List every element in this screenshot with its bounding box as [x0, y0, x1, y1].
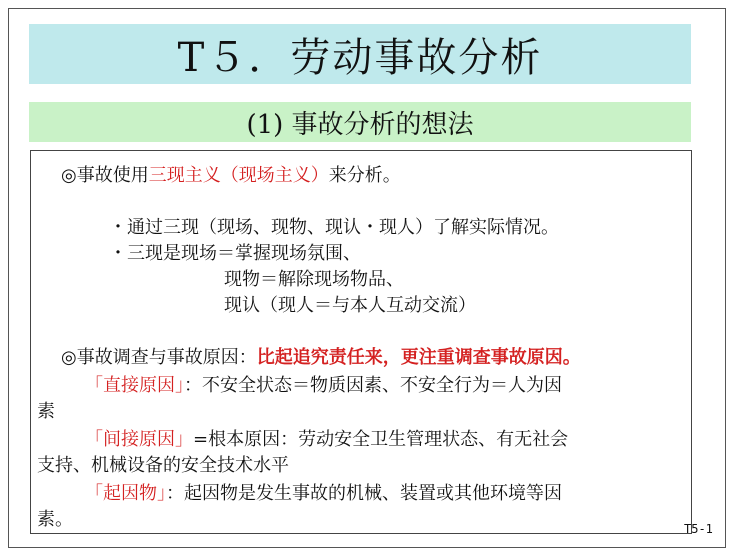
section2-heading: [61, 343, 581, 369]
slide-subtitle: (1) 事故分析的想法: [29, 102, 691, 142]
section2-item2-cont: 支持、机械设备的安全技术水平: [37, 455, 289, 476]
item2-text: =根本原因：劳动安全卫生管理状态、有无社会: [193, 429, 569, 450]
section1-bullet1: ・通过三现（现场、现物、现认・现人）了解实际情况。: [109, 217, 559, 238]
section2-item1: [85, 371, 562, 397]
item2-label: 「间接原因」: [85, 429, 193, 450]
section2-item1-cont: 素: [37, 401, 55, 422]
item3-label: 「起因物」: [85, 483, 166, 504]
content-box: [30, 150, 692, 534]
section2-prefix: ◎事故调查与事故原因：: [61, 347, 257, 368]
section2-item3: [85, 479, 562, 505]
section1-bullet2-line3: 现认（现人＝与本人互动交流）: [224, 295, 476, 316]
item3-text: ：起因物是发生事故的机械、装置或其他环境等因: [166, 483, 562, 504]
section2-item2: [85, 425, 568, 451]
page-number: T5-1: [684, 522, 713, 536]
section2-item3-cont: 素。: [37, 509, 73, 530]
section1-suffix: 来分析。: [328, 165, 401, 186]
slide-title: T５．劳动事故分析: [29, 24, 691, 84]
section1-bullet2: ・三现是现场＝掌握现场氛围、: [109, 243, 361, 264]
section1-highlight: 三现主义（现场主义）: [148, 165, 329, 186]
section1-heading: [61, 161, 401, 187]
section2-highlight: 比起追究责任来，更注重调查事故原因。: [256, 347, 581, 368]
section1-prefix: ◎事故使用: [61, 165, 149, 186]
item1-label: 「直接原因」: [85, 375, 184, 396]
section1-bullet2-line2: 现物＝解除现场物品、: [224, 269, 404, 290]
item1-text: ：不安全状态＝物质因素、不安全行为＝人为因: [184, 375, 562, 396]
